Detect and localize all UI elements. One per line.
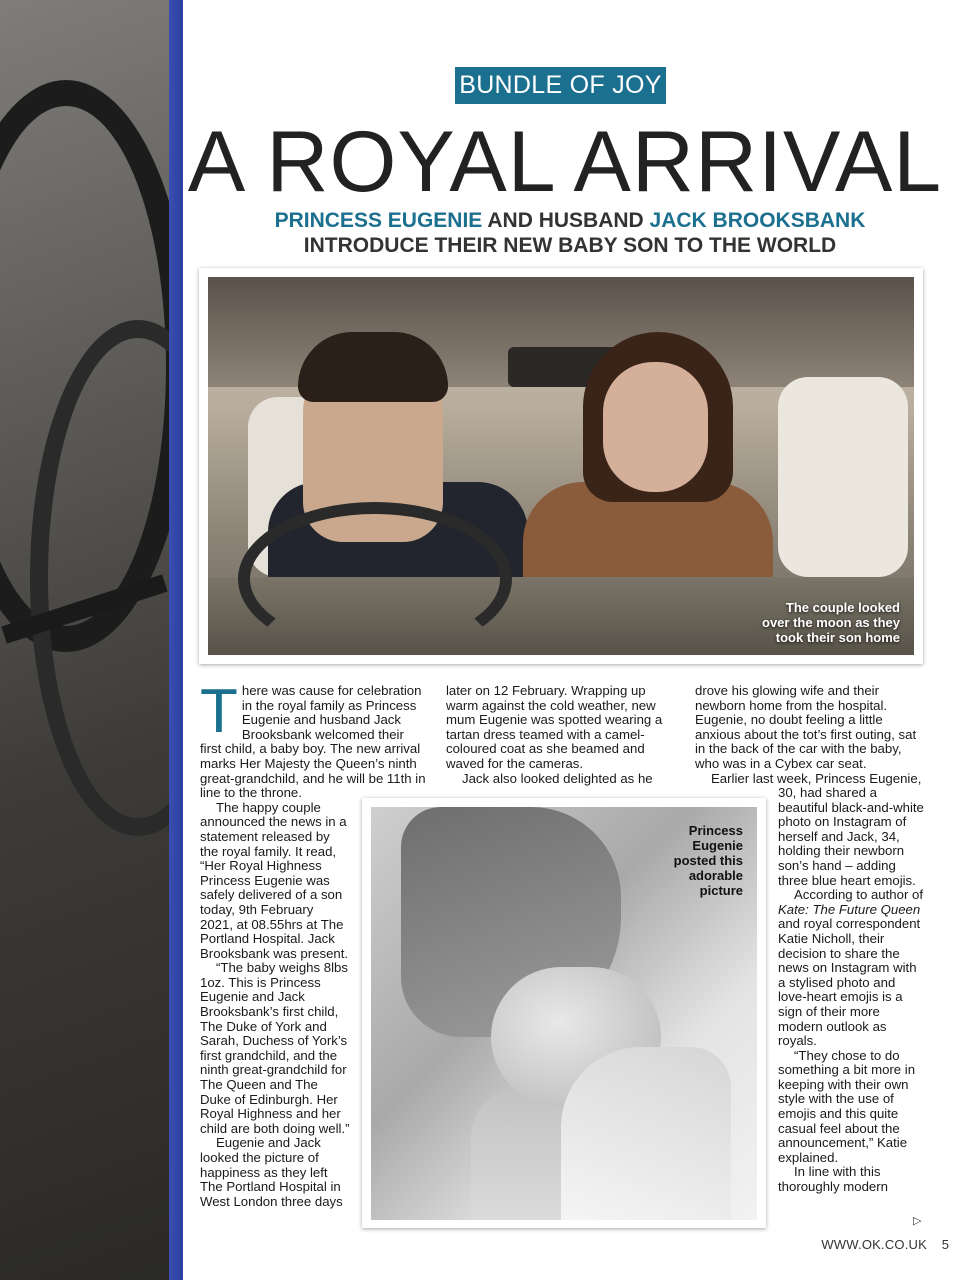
article-paragraph: here was cause for celebration in the royal family as Princess Eugenie and husband Jack Brooksbank welcomed their first child, a baby boy. The new arrival marks Her Majesty the Queen’s ninth great-grandchild, and he will be 11th in line to the throne.	[200, 683, 426, 801]
triangle-right-icon: ▷	[913, 1215, 922, 1227]
left-edge-photo	[0, 0, 183, 1280]
main-photo-frame	[199, 268, 923, 664]
subhead-name-jack: JACK BROOKSBANK	[649, 209, 866, 232]
article-paragraph: “The baby weighs 8lbs 1oz. This is Princess Eugenie and Jack Brooksbank’s first child, The Duke of York and Sarah, Duchess of York’s first grandchild, and the ninth great-grandchild for The Queen and The Duke of Edinburgh. Her Royal Highness and her child are both doing well.”	[200, 960, 350, 1136]
subhead-line-2: INTRODUCE THEIR NEW BABY SON TO THE WORLD	[303, 234, 837, 257]
subhead-name-eugenie: PRINCESS EUGENIE	[274, 209, 483, 232]
caption-line: posted this	[673, 853, 743, 868]
page-headline: A ROYAL ARRIVAL	[187, 114, 943, 210]
article-paragraph: Jack also looked delighted as he	[462, 770, 653, 786]
footer-url: WWW.OK.CO.UK	[821, 1237, 927, 1252]
article-paragraph: drove his glowing wife and their newborn home from the hospital. Eugenie, no doubt feeling a little anxious about the tot’s first outing, sat in the back of the car with the baby, who was in a Cybex car seat.	[695, 683, 917, 771]
caption-line: Princess	[688, 823, 743, 838]
subheadline	[200, 208, 940, 258]
article-paragraph: The happy couple announced the news in a statement released by the royal family. It read, “Her Royal Highness Princess Eugenie was safely delivered of a son today, 9th February 2021, at 08.55hrs at The Portland Hospital. Jack Brooksbank was present.	[200, 799, 349, 961]
article-column-3	[695, 684, 925, 786]
article-paragraph: later on 12 February. Wrapping up warm against the cold weather, new mum Eugenie was spotted wearing a tartan dress teamed with a camel-coloured coat as she beamed and waved for the cameras.	[446, 683, 663, 771]
woman-face	[603, 362, 708, 492]
section-kicker: BUNDLE OF JOY	[455, 67, 666, 104]
article-column-3-wrap	[778, 786, 925, 1195]
steering-wheel	[238, 502, 512, 655]
text-run: According to author of	[794, 887, 924, 903]
couple-in-car-photo	[208, 277, 914, 655]
caption-line: picture	[699, 883, 743, 898]
article-paragraph: Eugenie and Jack looked the picture of happiness as they left The Portland Hospital in West London three days	[200, 1135, 343, 1209]
book-title: Kate: The Future Queen	[778, 901, 921, 917]
caption-line: The couple looked	[785, 600, 900, 615]
caption-line: over the moon as they	[762, 615, 900, 630]
caption-line: took their son home	[775, 630, 900, 645]
page-number: 5	[941, 1237, 949, 1252]
baby-hand-photo	[371, 807, 757, 1220]
article-paragraph	[778, 888, 925, 1049]
caption-line: Eugenie	[692, 838, 743, 853]
article-paragraph: In line with this thoroughly modern	[778, 1164, 888, 1195]
article-paragraph: Earlier last week, Princess Eugenie,	[711, 770, 922, 786]
drop-cap: T	[200, 677, 238, 746]
adult-hand	[561, 1047, 731, 1220]
article-column-2	[446, 684, 672, 786]
car-body-blue	[169, 0, 183, 1280]
article-paragraph: 30, had shared a beautiful black-and-white photo on Instagram of herself and Jack, 34, holding their newborn son’s hand – adding three blue heart emojis.	[778, 785, 924, 888]
main-photo-caption	[700, 600, 900, 645]
car-seat	[778, 377, 908, 577]
inset-photo-caption	[633, 823, 743, 898]
article-paragraph: “They chose to do something a bit more in keeping with their own style with the use of emojis and this quite casual feel about the announcement,” Katie explained.	[778, 1047, 916, 1165]
inset-photo-frame	[362, 798, 766, 1228]
subhead-connector: AND HUSBAND	[482, 209, 650, 232]
caption-line: adorable	[688, 868, 743, 883]
man-hair	[298, 332, 448, 402]
text-run: and royal correspondent Katie Nicholl, their decision to share the news on Instagram with a stylised photo and love-heart emojis is a sign of their more modern outlook as royals.	[778, 916, 921, 1049]
